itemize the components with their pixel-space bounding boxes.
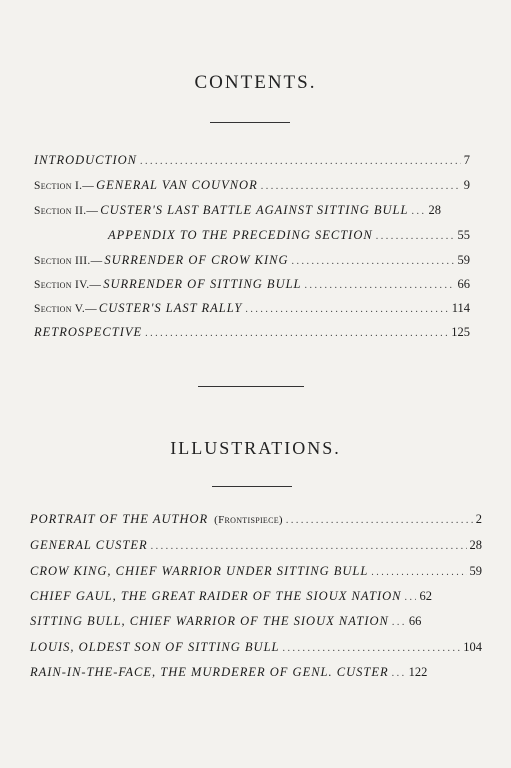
dot-leader (286, 515, 473, 526)
entry-title: GENERAL CUSTER (30, 538, 148, 552)
dot-leader (261, 181, 461, 192)
entry-page: 59 (469, 564, 482, 578)
illustration-entry (30, 614, 482, 629)
contents-rule (210, 122, 290, 123)
dot-leader (282, 643, 460, 654)
dot-leader (411, 206, 425, 217)
illustrations-rule (212, 486, 292, 487)
dot-leader (376, 231, 455, 242)
entry-section: Section I.— (34, 180, 95, 192)
entry-section: Section IV.— (34, 279, 102, 291)
entry-page: 59 (457, 253, 470, 267)
entry-title: CHIEF GAUL, THE GREAT RAIDER OF THE SIOUX NATION (30, 589, 402, 603)
contents-entry (34, 178, 470, 193)
illustrations-heading: ILLUSTRATIONS. (170, 438, 341, 458)
dot-leader (145, 328, 448, 339)
entry-title: INTRODUCTION (34, 153, 137, 167)
dot-leader (371, 567, 466, 578)
entry-title: SURRENDER OF SITTING BULL (103, 277, 302, 291)
contents-entry (108, 228, 470, 243)
dot-leader (392, 617, 406, 628)
entry-title: LOUIS, OLDEST SON OF SITTING BULL (30, 640, 280, 654)
entry-page: 55 (457, 228, 470, 242)
entry-page: 114 (451, 301, 470, 315)
entry-title: RAIN-IN-THE-FACE, THE MURDERER OF GENL. CUSTER (30, 665, 389, 679)
entry-page: 66 (457, 277, 470, 291)
entry-page: 66 (408, 614, 422, 628)
entry-section: Section V.— (34, 303, 97, 315)
illustration-entry (30, 512, 482, 527)
section-divider (198, 386, 304, 387)
dot-leader (292, 256, 455, 267)
dot-leader (392, 668, 406, 679)
dot-leader (305, 280, 455, 291)
entry-page: 28 (469, 538, 482, 552)
entry-title: SITTING BULL, CHIEF WARRIOR OF THE SIOUX NATION (30, 614, 389, 628)
entry-note: (Frontispiece) (214, 514, 283, 526)
contents-heading: CONTENTS. (194, 72, 317, 93)
entry-page: 7 (463, 153, 470, 167)
entry-page: 62 (419, 589, 432, 603)
entry-page: 28 (428, 203, 441, 217)
illustration-entry (30, 589, 482, 604)
dot-leader (245, 304, 448, 315)
entry-title: CROW KING, CHIEF WARRIOR UNDER SITTING BULL (30, 564, 369, 578)
entry-title: CUSTER'S LAST RALLY (98, 301, 243, 315)
entry-title: GENERAL VAN COUVNOR (96, 178, 258, 192)
contents-entry (34, 301, 470, 316)
entry-title: SURRENDER OF CROW KING (104, 253, 289, 267)
contents-entry (34, 203, 470, 218)
entry-page: 104 (463, 640, 482, 654)
dot-leader (151, 541, 467, 552)
illustration-entry (30, 640, 482, 655)
entry-page: 125 (451, 325, 470, 339)
entry-section: Section III.— (34, 255, 103, 267)
entry-title: PORTRAIT OF THE AUTHOR (30, 512, 209, 526)
contents-entry (34, 277, 470, 292)
contents-entry (34, 253, 470, 268)
entry-page: 122 (408, 665, 428, 679)
entry-page: 2 (475, 512, 482, 526)
dot-leader (140, 156, 461, 167)
entry-title: APPENDIX TO THE PRECEDING SECTION (108, 228, 373, 242)
illustration-entry (30, 665, 482, 680)
contents-entry (34, 325, 470, 340)
entry-page: 9 (463, 178, 470, 192)
entry-title: CUSTER'S LAST BATTLE AGAINST SITTING BULL (100, 203, 409, 217)
entry-section: Section II.— (34, 205, 99, 217)
illustration-entry (30, 538, 482, 553)
illustration-entry (30, 564, 482, 579)
dot-leader (404, 592, 416, 603)
contents-entry (34, 153, 470, 168)
entry-title: RETROSPECTIVE (34, 325, 143, 339)
